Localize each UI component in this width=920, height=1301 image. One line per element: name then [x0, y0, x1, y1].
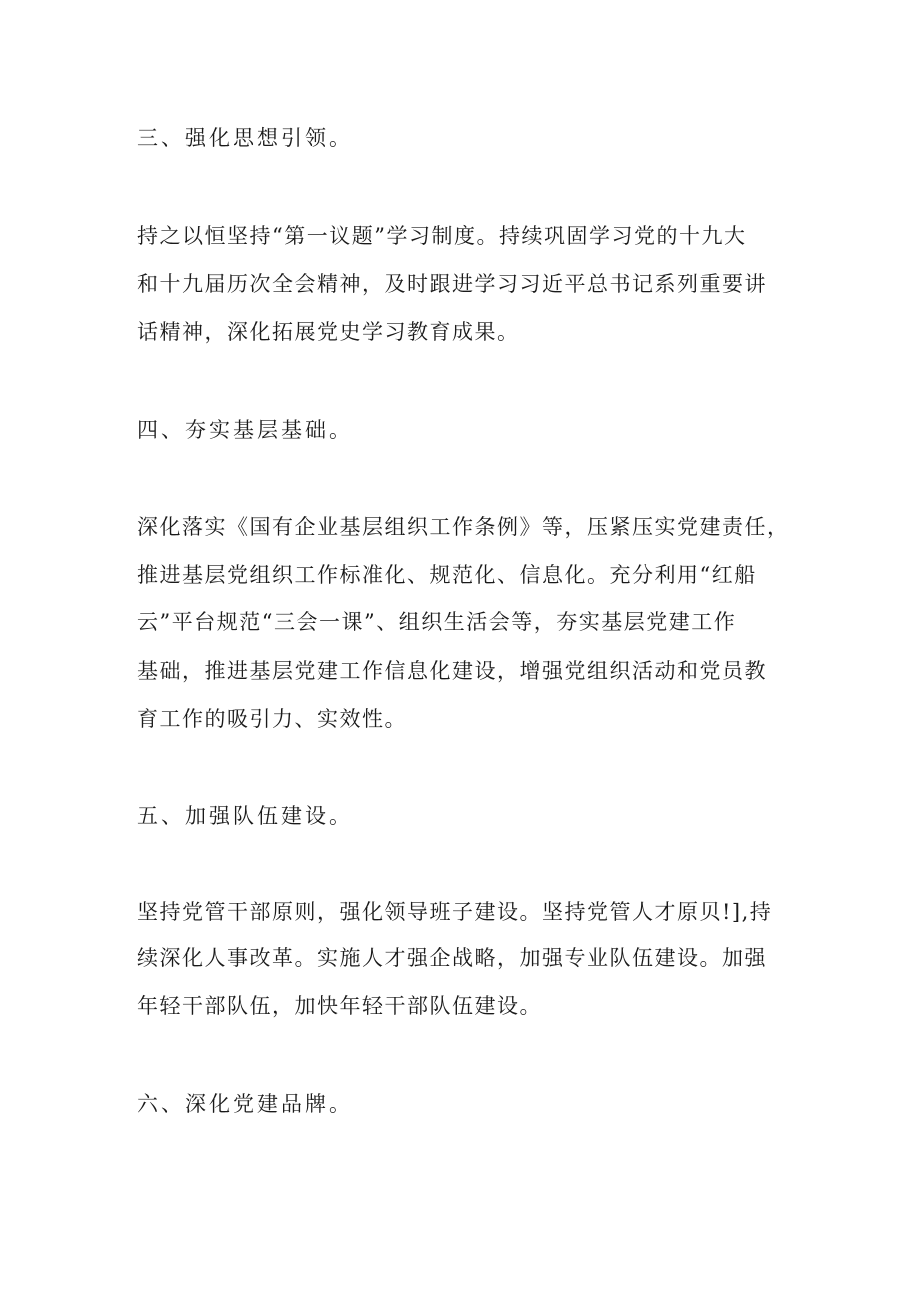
- paragraph-line: 云”平台规范“三会一课”、组织生活会等，夯实基层党建工作: [137, 610, 737, 634]
- paragraph-line: 育工作的吸引力、实效性。: [137, 707, 407, 731]
- paragraph-line: 推进基层党组织工作标准化、规范化、信息化。充分利用“红船: [137, 563, 757, 587]
- section-heading: 六、深化党建品牌。: [137, 1092, 353, 1116]
- paragraph-line: 和十九届历次全会精神，及时跟进学习习近平总书记系列重要讲: [137, 272, 767, 296]
- paragraph-line: 续深化人事改革。实施人才强企战略，加强专业队伍建设。加强: [137, 946, 767, 970]
- section-heading: 四、夯实基层基础。: [137, 418, 353, 442]
- paragraph-line: 深化落实《国有企业基层组织工作条例》等，压紧压实党建责任，: [137, 515, 790, 539]
- paragraph-line: 坚持党管干部原则，强化领导班子建设。坚持党管人才原贝!],持: [137, 900, 773, 924]
- paragraph-line: 年轻干部队伍，加快年轻干部队伍建设。: [137, 994, 542, 1018]
- paragraph-line: 持之以恒坚持“第一议题”学习制度。持续巩固学习党的十九大: [137, 224, 747, 248]
- paragraph-line: 话精神，深化拓展党史学习教育成果。: [137, 320, 520, 344]
- section-heading: 三、强化思想引领。: [137, 126, 353, 150]
- paragraph-line: 基础，推进基层党建工作信息化建设，增强党组织活动和党员教: [137, 659, 767, 683]
- section-heading: 五、加强队伍建设。: [137, 804, 353, 828]
